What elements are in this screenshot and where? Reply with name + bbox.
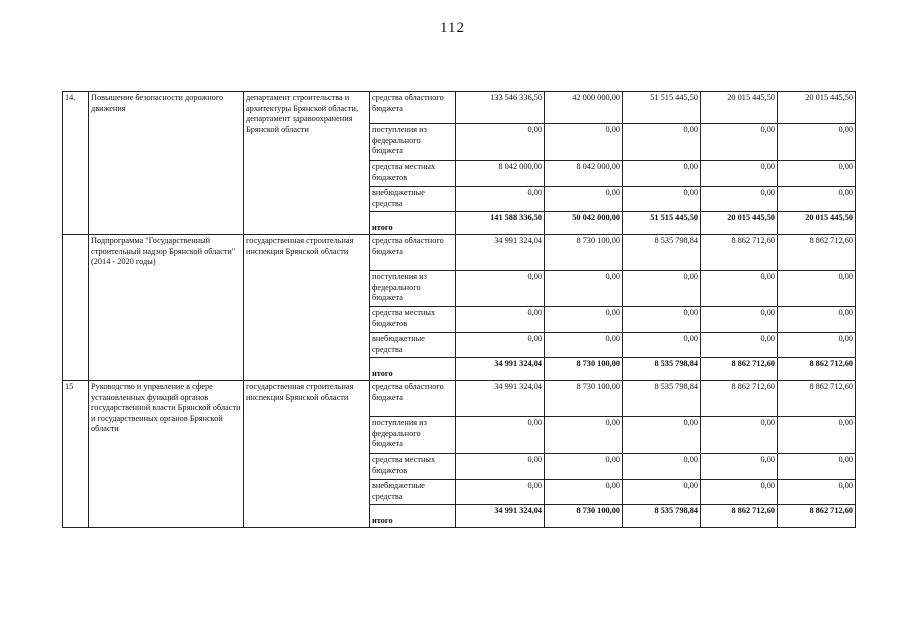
amount-cell: 0,00: [545, 417, 623, 454]
amount-cell: 8 862 712,60: [701, 505, 778, 528]
table-row: [63, 92, 856, 124]
amount-cell: 0,00: [545, 124, 623, 161]
amount-cell: 141 588 336,50: [456, 212, 545, 235]
amount-cell: 8 862 712,60: [701, 358, 778, 381]
amount-cell: 0,00: [701, 454, 778, 480]
amount-cell: 0,00: [623, 187, 701, 212]
amount-cell: 0,00: [456, 187, 545, 212]
amount-cell: 8 535 798,84: [623, 358, 701, 381]
funding-source: поступления из федерального бюджета: [370, 271, 456, 307]
amount-cell: 0,00: [623, 124, 701, 161]
funding-source: средства местных бюджетов: [370, 161, 456, 187]
funding-source: внебюджетные средства: [370, 480, 456, 505]
amount-cell: 0,00: [778, 417, 856, 454]
funding-source: поступления из федерального бюджета: [370, 124, 456, 161]
amount-cell: 0,00: [456, 333, 545, 358]
amount-cell: 0,00: [701, 333, 778, 358]
amount-cell: 0,00: [456, 480, 545, 505]
amount-cell: 0,00: [456, 417, 545, 454]
amount-cell: 0,00: [545, 307, 623, 333]
amount-cell: 51 515 445,50: [623, 92, 701, 124]
amount-cell: 0,00: [623, 333, 701, 358]
amount-cell: 34 991 324,04: [456, 358, 545, 381]
funding-source: средства местных бюджетов: [370, 307, 456, 333]
amount-cell: 8 535 798,84: [623, 381, 701, 417]
page-number: 112: [440, 20, 465, 36]
amount-cell: 8 730 100,00: [545, 381, 623, 417]
amount-cell: 8 730 100,00: [545, 235, 623, 271]
executor: государственная строительная инспекция Брянской области: [244, 381, 370, 528]
amount-cell: 0,00: [545, 333, 623, 358]
measure-name: Подпрограмма "Государственный строительный надзор Брянской области" (2014 - 2020 годы): [89, 235, 244, 381]
amount-cell: 0,00: [701, 307, 778, 333]
amount-cell: 0,00: [701, 417, 778, 454]
amount-cell: 0,00: [778, 271, 856, 307]
amount-cell: 0,00: [456, 454, 545, 480]
amount-cell: 0,00: [778, 187, 856, 212]
amount-cell: 0,00: [778, 333, 856, 358]
amount-cell: 50 042 000,00: [545, 212, 623, 235]
amount-cell: 0,00: [456, 307, 545, 333]
amount-cell: 0,00: [623, 161, 701, 187]
amount-cell: 8 862 712,60: [701, 235, 778, 271]
funding-source: средства областного бюджета: [370, 235, 456, 271]
measure-name: Руководство и управление в сфере установленных функций органов государственной власти Брянской области и государственных органов Брянской области: [89, 381, 244, 528]
amount-cell: 8 042 000,00: [456, 161, 545, 187]
amount-cell: 0,00: [456, 271, 545, 307]
amount-cell: 20 015 445,50: [701, 212, 778, 235]
amount-cell: 42 000 000,00: [545, 92, 623, 124]
amount-cell: 8 535 798,84: [623, 505, 701, 528]
amount-cell: 8 862 712,60: [778, 381, 856, 417]
amount-cell: 0,00: [778, 124, 856, 161]
amount-cell: 8 862 712,60: [701, 381, 778, 417]
amount-cell: 34 991 324,04: [456, 381, 545, 417]
amount-cell: 0,00: [701, 187, 778, 212]
amount-cell: 8 862 712,60: [778, 505, 856, 528]
amount-cell: 8 042 000,00: [545, 161, 623, 187]
amount-cell: 20 015 445,50: [701, 92, 778, 124]
funding-source: поступления из федерального бюджета: [370, 417, 456, 454]
budget-table: [62, 91, 856, 528]
amount-cell: 20 015 445,50: [778, 212, 856, 235]
funding-source: итого: [370, 212, 456, 235]
amount-cell: 0,00: [623, 480, 701, 505]
amount-cell: 133 546 336,50: [456, 92, 545, 124]
funding-source: внебюджетные средства: [370, 333, 456, 358]
amount-cell: 0,00: [778, 480, 856, 505]
amount-cell: 34 991 324,04: [456, 505, 545, 528]
funding-source: средства областного бюджета: [370, 92, 456, 124]
amount-cell: 0,00: [701, 271, 778, 307]
funding-source: средства областного бюджета: [370, 381, 456, 417]
amount-cell: 51 515 445,50: [623, 212, 701, 235]
row-index: 15: [63, 381, 89, 528]
amount-cell: 0,00: [701, 480, 778, 505]
amount-cell: 34 991 324,04: [456, 235, 545, 271]
funding-source: итого: [370, 358, 456, 381]
amount-cell: 0,00: [545, 454, 623, 480]
amount-cell: 8 862 712,60: [778, 235, 856, 271]
amount-cell: 0,00: [778, 307, 856, 333]
amount-cell: 0,00: [545, 480, 623, 505]
amount-cell: 0,00: [623, 271, 701, 307]
executor: государственная строительная инспекция Брянской области: [244, 235, 370, 381]
row-index: [63, 235, 89, 381]
amount-cell: 0,00: [545, 271, 623, 307]
table-row: [63, 235, 856, 271]
funding-source: итого: [370, 505, 456, 528]
amount-cell: 0,00: [701, 161, 778, 187]
funding-source: средства местных бюджетов: [370, 454, 456, 480]
amount-cell: 8 535 798,84: [623, 235, 701, 271]
amount-cell: 0,00: [701, 124, 778, 161]
amount-cell: 0,00: [545, 187, 623, 212]
executor: департамент строительства и архитектуры Брянской области, департамент здравоохранения Брянской области: [244, 92, 370, 235]
amount-cell: 20 015 445,50: [778, 92, 856, 124]
budget-table-body: [63, 92, 856, 528]
amount-cell: 8 730 100,00: [545, 358, 623, 381]
funding-source: внебюджетные средства: [370, 187, 456, 212]
amount-cell: 0,00: [456, 124, 545, 161]
amount-cell: 0,00: [623, 454, 701, 480]
amount-cell: 0,00: [778, 454, 856, 480]
amount-cell: 0,00: [623, 307, 701, 333]
measure-name: Повышение безопасности дорожного движения: [89, 92, 244, 235]
amount-cell: 8 862 712,60: [778, 358, 856, 381]
amount-cell: 0,00: [778, 161, 856, 187]
amount-cell: 0,00: [623, 417, 701, 454]
table-row: [63, 381, 856, 417]
row-index: 14.: [63, 92, 89, 235]
amount-cell: 8 730 100,00: [545, 505, 623, 528]
